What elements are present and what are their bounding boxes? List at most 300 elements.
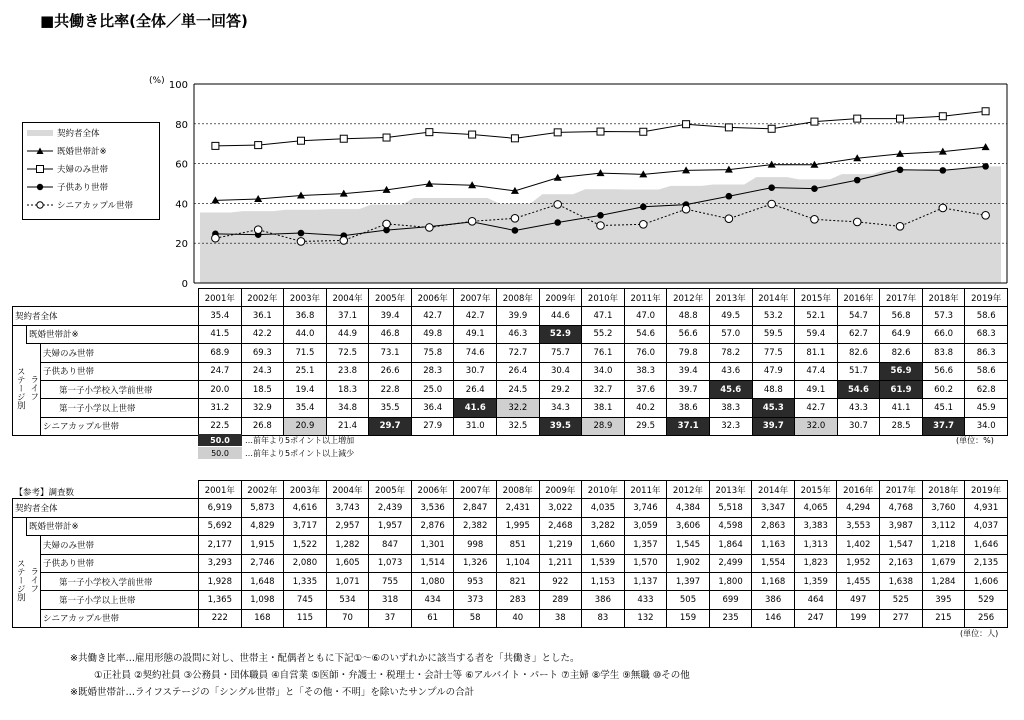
table-cell: 1,638 xyxy=(880,572,923,590)
table-cell: 75.8 xyxy=(411,344,454,362)
y-tick-label: 20 xyxy=(175,239,188,251)
table-cell: 1,952 xyxy=(837,554,880,572)
table-cell: 1,800 xyxy=(709,572,752,590)
table-cell: 57.3 xyxy=(922,307,965,325)
table-cell: 953 xyxy=(454,572,497,590)
table-cell: 49.5 xyxy=(709,307,752,325)
column-header-year: 2017年 xyxy=(880,481,923,499)
table-cell: 47.1 xyxy=(582,307,625,325)
table-cell: 54.6 xyxy=(837,380,880,398)
data-point-with-children xyxy=(768,184,775,191)
legend-item-couple xyxy=(27,163,108,175)
table-cell: 3,383 xyxy=(794,517,837,535)
table-cell: 25.0 xyxy=(411,380,454,398)
table-cell: 497 xyxy=(837,591,880,609)
table-cell: 43.6 xyxy=(709,362,752,380)
data-point-couple-only xyxy=(683,121,690,128)
y-tick-label: 0 xyxy=(181,279,188,290)
table-cell: 72.5 xyxy=(326,344,369,362)
legend-label: 契約者全体 xyxy=(57,129,100,139)
table-cell: 52.9 xyxy=(539,325,582,343)
table-cell: 1,402 xyxy=(837,536,880,554)
column-header-year: 2006年 xyxy=(411,289,454,307)
table-cell: 75.7 xyxy=(539,344,582,362)
column-header-year: 2015年 xyxy=(795,289,838,307)
table-cell: 39.5 xyxy=(539,417,582,435)
column-header-year: 2006年 xyxy=(411,481,454,499)
data-point-couple-only xyxy=(426,129,433,136)
row-label: 子供あり世帯 xyxy=(41,554,199,572)
life-label: ライフ xyxy=(27,344,41,436)
table-cell: 1,326 xyxy=(454,554,497,572)
table-cell: 53.2 xyxy=(752,307,795,325)
column-header-year: 2004年 xyxy=(326,481,369,499)
page-title: ■共働き比率(全体／単一回答) xyxy=(40,12,248,30)
table-cell: 32.9 xyxy=(241,399,284,417)
table-cell: 54.7 xyxy=(837,307,880,325)
table-cell: 1,284 xyxy=(922,572,965,590)
table-cell: 23.8 xyxy=(326,362,369,380)
data-point-senior-couple xyxy=(896,222,904,230)
column-header-year: 2010年 xyxy=(582,481,625,499)
data-point-senior-couple xyxy=(554,201,562,209)
table-cell: 199 xyxy=(837,609,880,627)
table-cell: 24.5 xyxy=(497,380,540,398)
stage-label: ステージ別 xyxy=(13,536,27,628)
legend-label: 夫婦のみ世帯 xyxy=(57,165,109,175)
table-cell: 1,357 xyxy=(624,536,667,554)
footnote-3: ※既婚世帯計…ライフステージの「シングル世帯」と「その他・不明」を除いたサンプルの合計 xyxy=(70,687,475,698)
table-cell: 81.1 xyxy=(795,344,838,362)
column-header-year: 2001年 xyxy=(199,481,242,499)
table-cell: 4,294 xyxy=(837,499,880,517)
table-cell: 39.7 xyxy=(667,380,710,398)
row-label: 第一子小学校入学前世帯 xyxy=(41,572,199,590)
footnotes xyxy=(70,650,690,701)
column-header-year: 2019年 xyxy=(965,289,1008,307)
table-cell: 31.2 xyxy=(199,399,242,417)
table-cell: 32.2 xyxy=(497,399,540,417)
table-cell: 1,211 xyxy=(539,554,582,572)
table-cell: 26.8 xyxy=(241,417,284,435)
table-cell: 1,915 xyxy=(241,536,284,554)
y-tick-label: 60 xyxy=(175,159,188,171)
table-row xyxy=(13,399,1008,417)
table-cell: 39.9 xyxy=(497,307,540,325)
table-cell: 76.0 xyxy=(624,344,667,362)
legend-label: シニアカップル世帯 xyxy=(57,201,133,211)
data-point-senior-couple xyxy=(768,200,776,208)
table-cell: 1,455 xyxy=(837,572,880,590)
column-header-year: 2012年 xyxy=(667,289,710,307)
table-cell: 1,606 xyxy=(965,572,1008,590)
table-cell: 49.1 xyxy=(795,380,838,398)
table-cell: 1,219 xyxy=(539,536,582,554)
table-cell: 5,873 xyxy=(241,499,284,517)
table-cell: 1,335 xyxy=(284,572,327,590)
table-cell: 34.8 xyxy=(326,399,369,417)
table-cell: 168 xyxy=(241,609,284,627)
table-cell: 39.4 xyxy=(667,362,710,380)
table-cell: 20.9 xyxy=(284,417,327,435)
table-cell: 1,547 xyxy=(880,536,923,554)
table-cell: 289 xyxy=(539,591,582,609)
life-label: ライフ xyxy=(27,536,41,628)
table-cell: 159 xyxy=(667,609,710,627)
table-cell: 47.9 xyxy=(752,362,795,380)
legend-item-all xyxy=(27,127,100,139)
table-cell: 3,553 xyxy=(837,517,880,535)
table-cell: 922 xyxy=(539,572,582,590)
table-cell: 115 xyxy=(284,609,327,627)
table-cell: 22.5 xyxy=(199,417,242,435)
table-cell: 38.6 xyxy=(667,399,710,417)
ratio-table xyxy=(12,288,1008,436)
table-cell: 755 xyxy=(369,572,412,590)
table-cell: 28.3 xyxy=(411,362,454,380)
table-cell: 72.7 xyxy=(497,344,540,362)
table-cell: 45.9 xyxy=(965,399,1008,417)
column-header-year: 2005年 xyxy=(369,481,412,499)
data-point-married-total xyxy=(768,161,776,168)
table-cell: 222 xyxy=(199,609,242,627)
table-cell: 1,514 xyxy=(411,554,454,572)
table-cell: 4,035 xyxy=(582,499,625,517)
table-cell: 2,499 xyxy=(709,554,752,572)
table-cell: 1,957 xyxy=(369,517,412,535)
column-header-year: 2002年 xyxy=(241,481,284,499)
data-point-married-total xyxy=(597,169,605,176)
legend-item-senior xyxy=(27,199,133,211)
table-cell: 61 xyxy=(411,609,454,627)
table-cell: 42.7 xyxy=(454,307,497,325)
table-cell: 2,163 xyxy=(880,554,923,572)
table-cell: 20.0 xyxy=(199,380,242,398)
table-cell: 21.4 xyxy=(326,417,369,435)
table-cell: 38 xyxy=(539,609,582,627)
column-header-year: 2017年 xyxy=(880,289,923,307)
row-label: 既婚世帯計※ xyxy=(27,325,199,343)
table-cell: 3,760 xyxy=(922,499,965,517)
table-cell: 35.4 xyxy=(284,399,327,417)
table-cell: 66.0 xyxy=(922,325,965,343)
legend-item-married xyxy=(27,145,107,157)
data-point-senior-couple xyxy=(297,238,305,246)
table-cell: 36.1 xyxy=(241,307,284,325)
table-cell: 1,605 xyxy=(326,554,369,572)
table-row xyxy=(13,591,1008,609)
table-cell: 32.0 xyxy=(795,417,838,435)
row-label: シニアカップル世帯 xyxy=(41,417,199,435)
table-cell: 34.3 xyxy=(539,399,582,417)
table-row xyxy=(13,517,1008,535)
column-header-year: 2013年 xyxy=(709,481,752,499)
data-point-senior-couple xyxy=(212,234,220,242)
table-cell: 70 xyxy=(326,609,369,627)
table-cell: 2,863 xyxy=(752,517,795,535)
column-header-year: 2005年 xyxy=(369,289,412,307)
table-cell: 55.2 xyxy=(582,325,625,343)
table-cell: 56.9 xyxy=(880,362,923,380)
table-cell: 395 xyxy=(922,591,965,609)
data-point-couple-only xyxy=(297,137,304,144)
table-cell: 32.7 xyxy=(582,380,625,398)
row-label: 夫婦のみ世帯 xyxy=(41,344,199,362)
table-cell: 215 xyxy=(922,609,965,627)
column-header-year: 2011年 xyxy=(624,289,667,307)
table-cell: 74.6 xyxy=(454,344,497,362)
table-cell: 1,282 xyxy=(326,536,369,554)
table-row xyxy=(13,536,1008,554)
column-header-year: 2004年 xyxy=(326,289,369,307)
data-point-couple-only xyxy=(811,118,818,125)
table-cell: 58 xyxy=(454,609,497,627)
y-tick-label: 100 xyxy=(168,80,188,91)
table-cell: 37 xyxy=(369,609,412,627)
table-cell: 1,098 xyxy=(241,591,284,609)
table-cell: 28.5 xyxy=(880,417,923,435)
table-cell: 61.9 xyxy=(880,380,923,398)
table-cell: 1,301 xyxy=(411,536,454,554)
data-point-couple-only xyxy=(340,135,347,142)
table-cell: 2,439 xyxy=(369,499,412,517)
row-label: 契約者全体 xyxy=(13,499,199,517)
column-header-year: 2015年 xyxy=(794,481,837,499)
table-cell: 24.3 xyxy=(241,362,284,380)
table-cell: 31.0 xyxy=(454,417,497,435)
column-header-year: 2003年 xyxy=(284,481,327,499)
table-cell: 4,598 xyxy=(709,517,752,535)
data-point-senior-couple xyxy=(682,205,690,213)
data-point-with-children xyxy=(597,212,604,219)
table-cell: 1,071 xyxy=(326,572,369,590)
table-cell: 1,570 xyxy=(624,554,667,572)
table-cell: 41.1 xyxy=(880,399,923,417)
table-cell: 47.0 xyxy=(624,307,667,325)
y-tick-label: 40 xyxy=(175,199,188,211)
table-row xyxy=(13,609,1008,627)
data-point-married-total xyxy=(425,180,433,187)
data-point-with-children xyxy=(726,193,733,200)
key-increase-text: …前年より5ポイント以上増加 xyxy=(245,435,355,445)
table-cell: 82.6 xyxy=(837,344,880,362)
table-cell: 29.7 xyxy=(369,417,412,435)
table-cell: 37.7 xyxy=(922,417,965,435)
table-cell: 45.6 xyxy=(709,380,752,398)
data-point-couple-only xyxy=(939,113,946,120)
table-cell: 59.4 xyxy=(795,325,838,343)
table-cell: 38.3 xyxy=(709,399,752,417)
key-decrease-swatch: 50.0 xyxy=(198,447,242,459)
table-cell: 69.3 xyxy=(241,344,284,362)
table-cell: 3,022 xyxy=(539,499,582,517)
column-header-year: 2008年 xyxy=(497,289,540,307)
table-cell: 3,059 xyxy=(624,517,667,535)
column-header-year: 2018年 xyxy=(922,289,965,307)
table-row xyxy=(13,499,1008,517)
table-cell: 247 xyxy=(794,609,837,627)
table-row xyxy=(13,325,1008,343)
table-cell: 3,746 xyxy=(624,499,667,517)
table-cell: 34.0 xyxy=(582,362,625,380)
table-cell: 1,163 xyxy=(752,536,795,554)
table-cell: 433 xyxy=(624,591,667,609)
table-cell: 73.1 xyxy=(369,344,412,362)
data-point-couple-only xyxy=(854,115,861,122)
table-cell: 46.8 xyxy=(369,325,412,343)
table-cell: 48.8 xyxy=(667,307,710,325)
table-row xyxy=(13,307,1008,325)
table-cell: 1,397 xyxy=(667,572,710,590)
table-cell: 35.4 xyxy=(199,307,242,325)
table-row xyxy=(13,417,1008,435)
column-header-year: 2014年 xyxy=(752,481,795,499)
column-header-year: 2012年 xyxy=(667,481,710,499)
data-point-senior-couple xyxy=(939,204,947,212)
table-cell: 30.7 xyxy=(837,417,880,435)
column-header-year: 2009年 xyxy=(539,481,582,499)
row-label: 第一子小学以上世帯 xyxy=(41,399,199,417)
table-cell: 64.9 xyxy=(880,325,923,343)
table-cell: 3,293 xyxy=(199,554,242,572)
table-cell: 18.5 xyxy=(241,380,284,398)
data-point-married-total xyxy=(982,143,990,150)
table-cell: 26.4 xyxy=(454,380,497,398)
data-point-senior-couple xyxy=(426,224,434,232)
table-cell: 1,648 xyxy=(241,572,284,590)
table-cell: 26.6 xyxy=(369,362,412,380)
table-row xyxy=(13,380,1008,398)
table-cell: 49.8 xyxy=(411,325,454,343)
column-header-year: 2003年 xyxy=(284,289,327,307)
column-header-year: 2014年 xyxy=(752,289,795,307)
table-cell: 464 xyxy=(794,591,837,609)
legend-label: 子供あり世帯 xyxy=(57,183,109,193)
table-cell: 1,104 xyxy=(496,554,539,572)
y-tick-label: 80 xyxy=(175,119,188,131)
table-cell: 79.8 xyxy=(667,344,710,362)
column-header-year: 2018年 xyxy=(922,481,965,499)
data-point-with-children xyxy=(982,163,989,170)
table-cell: 40.2 xyxy=(624,399,667,417)
table-cell: 4,065 xyxy=(794,499,837,517)
table-cell: 1,522 xyxy=(284,536,327,554)
table-cell: 1,902 xyxy=(667,554,710,572)
table-cell: 32.5 xyxy=(497,417,540,435)
legend-label: 既婚世帯計※ xyxy=(57,147,107,157)
table-cell: 83 xyxy=(582,609,625,627)
table-cell: 4,931 xyxy=(965,499,1008,517)
data-point-couple-only xyxy=(640,128,647,135)
table-cell: 2,876 xyxy=(411,517,454,535)
table-cell: 132 xyxy=(624,609,667,627)
table-cell: 1,073 xyxy=(369,554,412,572)
data-point-with-children xyxy=(554,219,561,226)
table-cell: 22.8 xyxy=(369,380,412,398)
table-cell: 1,928 xyxy=(199,572,242,590)
table1-unit: (単位：%) xyxy=(956,436,994,445)
data-point-couple-only xyxy=(897,115,904,122)
table-cell: 28.9 xyxy=(582,417,625,435)
table-cell: 1,313 xyxy=(794,536,837,554)
table-cell: 77.5 xyxy=(752,344,795,362)
table-cell: 373 xyxy=(454,591,497,609)
table-cell: 38.1 xyxy=(582,399,625,417)
table-cell: 1,679 xyxy=(922,554,965,572)
data-point-with-children xyxy=(854,177,861,184)
table-cell: 86.3 xyxy=(965,344,1008,362)
table-cell: 68.3 xyxy=(965,325,1008,343)
table-cell: 434 xyxy=(411,591,454,609)
table-cell: 58.6 xyxy=(965,307,1008,325)
data-point-couple-only xyxy=(255,142,262,149)
data-point-couple-only xyxy=(383,134,390,141)
table-cell: 1,539 xyxy=(582,554,625,572)
table-cell: 847 xyxy=(369,536,412,554)
table-cell: 49.1 xyxy=(454,325,497,343)
table-cell: 3,743 xyxy=(326,499,369,517)
table-cell: 4,037 xyxy=(965,517,1008,535)
table-cell: 32.3 xyxy=(709,417,752,435)
row-label: 第一子小学以上世帯 xyxy=(41,591,199,609)
table-cell: 37.1 xyxy=(326,307,369,325)
table-cell: 5,692 xyxy=(199,517,242,535)
table-cell: 1,995 xyxy=(496,517,539,535)
table-cell: 1,137 xyxy=(624,572,667,590)
data-point-couple-only xyxy=(554,129,561,136)
table-cell: 3,347 xyxy=(752,499,795,517)
data-point-couple-only xyxy=(511,135,518,142)
table-cell: 29.5 xyxy=(624,417,667,435)
table-cell: 2,177 xyxy=(199,536,242,554)
data-point-senior-couple xyxy=(811,216,819,224)
table-cell: 43.3 xyxy=(837,399,880,417)
row-label: 第一子小学校入学前世帯 xyxy=(41,380,199,398)
table-corner xyxy=(13,289,199,307)
table-cell: 39.7 xyxy=(752,417,795,435)
table-cell: 283 xyxy=(496,591,539,609)
table-cell: 44.9 xyxy=(326,325,369,343)
data-point-with-children xyxy=(897,166,904,173)
table-cell: 30.7 xyxy=(454,362,497,380)
table-cell: 2,957 xyxy=(326,517,369,535)
table-cell: 318 xyxy=(369,591,412,609)
table-caption: 【参考】調査数 xyxy=(13,481,199,499)
table-cell: 2,382 xyxy=(454,517,497,535)
table-cell: 4,384 xyxy=(667,499,710,517)
table-cell: 1,359 xyxy=(794,572,837,590)
table-cell: 56.6 xyxy=(667,325,710,343)
table-cell: 1,168 xyxy=(752,572,795,590)
table-cell: 534 xyxy=(326,591,369,609)
table-row xyxy=(13,572,1008,590)
table-cell: 5,518 xyxy=(709,499,752,517)
table-cell: 27.9 xyxy=(411,417,454,435)
table-cell: 42.7 xyxy=(795,399,838,417)
table-cell: 3,987 xyxy=(880,517,923,535)
table-cell: 42.2 xyxy=(241,325,284,343)
row-label: 子供あり世帯 xyxy=(41,362,199,380)
table-cell: 46.3 xyxy=(497,325,540,343)
column-header-year: 2011年 xyxy=(624,481,667,499)
table-cell: 699 xyxy=(709,591,752,609)
column-header-year: 2016年 xyxy=(837,289,880,307)
table-cell: 41.5 xyxy=(199,325,242,343)
table-cell: 3,606 xyxy=(667,517,710,535)
table-cell: 18.3 xyxy=(326,380,369,398)
table-cell: 998 xyxy=(454,536,497,554)
row-label: 契約者全体 xyxy=(13,307,199,325)
